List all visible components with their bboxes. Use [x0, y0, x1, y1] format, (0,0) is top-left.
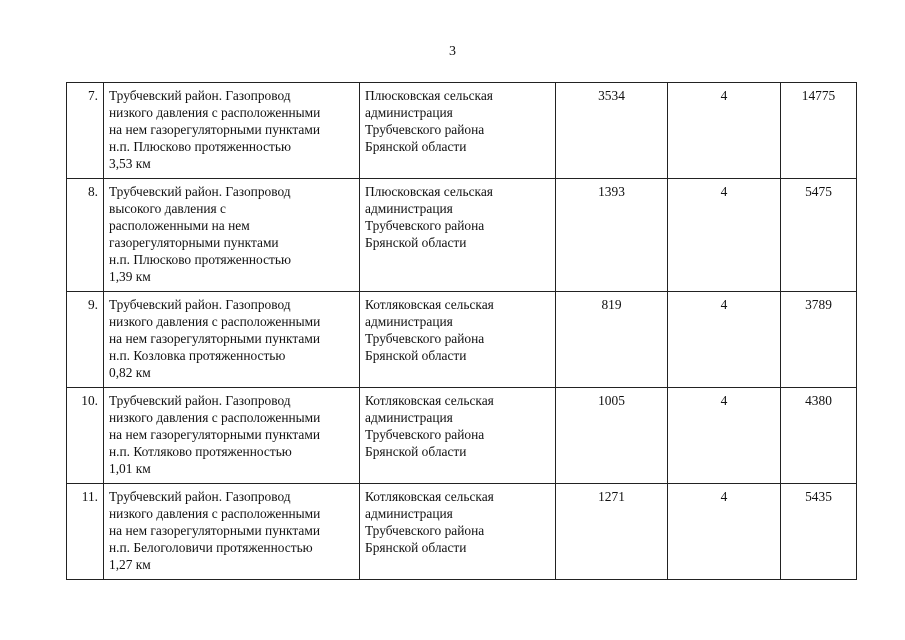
object-description: Трубчевский район. Газопровод низкого давления с расположенными на нем газорегуляторными пунктами н.п. Котляково протяженностью 1,01 км — [104, 388, 360, 484]
row-number: 9. — [67, 292, 104, 388]
length-value: 1005 — [556, 388, 668, 484]
row-number: 8. — [67, 179, 104, 292]
category-value: 4 — [668, 292, 781, 388]
category-value: 4 — [668, 484, 781, 580]
category-value: 4 — [668, 179, 781, 292]
object-description: Трубчевский район. Газопровод низкого давления с расположенными на нем газорегуляторными пунктами н.п. Белоголовичи протяженностью 1,27 км — [104, 484, 360, 580]
amount-value: 14775 — [781, 83, 857, 179]
category-value: 4 — [668, 388, 781, 484]
amount-value: 5475 — [781, 179, 857, 292]
amount-value: 5435 — [781, 484, 857, 580]
object-description: Трубчевский район. Газопровод низкого давления с расположенными на нем газорегуляторными пунктами н.п. Плюсково протяженностью 3,53 км — [104, 83, 360, 179]
length-value: 3534 — [556, 83, 668, 179]
table-row — [67, 292, 857, 388]
row-number: 11. — [67, 484, 104, 580]
row-number: 10. — [67, 388, 104, 484]
object-description: Трубчевский район. Газопровод низкого давления с расположенными на нем газорегуляторными пунктами н.п. Козловка протяженностью 0,82 км — [104, 292, 360, 388]
administration-name: Котляковская сельская администрация Трубчевского района Брянской области — [360, 292, 556, 388]
page-number: 3 — [449, 44, 456, 59]
length-value: 1271 — [556, 484, 668, 580]
administration-name: Котляковская сельская администрация Трубчевского района Брянской области — [360, 484, 556, 580]
administration-name: Плюсковская сельская администрация Трубчевского района Брянской области — [360, 83, 556, 179]
object-description: Трубчевский район. Газопровод высокого давления с расположенными на нем газорегуляторными пунктами н.п. Плюсково протяженностью 1,39 км — [104, 179, 360, 292]
amount-value: 3789 — [781, 292, 857, 388]
table-row — [67, 179, 857, 292]
amount-value: 4380 — [781, 388, 857, 484]
table-row — [67, 484, 857, 580]
category-value: 4 — [668, 83, 781, 179]
length-value: 819 — [556, 292, 668, 388]
administration-name: Котляковская сельская администрация Трубчевского района Брянской области — [360, 388, 556, 484]
table-row — [67, 83, 857, 179]
length-value: 1393 — [556, 179, 668, 292]
gas-pipeline-table — [66, 82, 857, 580]
row-number: 7. — [67, 83, 104, 179]
administration-name: Плюсковская сельская администрация Трубчевского района Брянской области — [360, 179, 556, 292]
table-row — [67, 388, 857, 484]
